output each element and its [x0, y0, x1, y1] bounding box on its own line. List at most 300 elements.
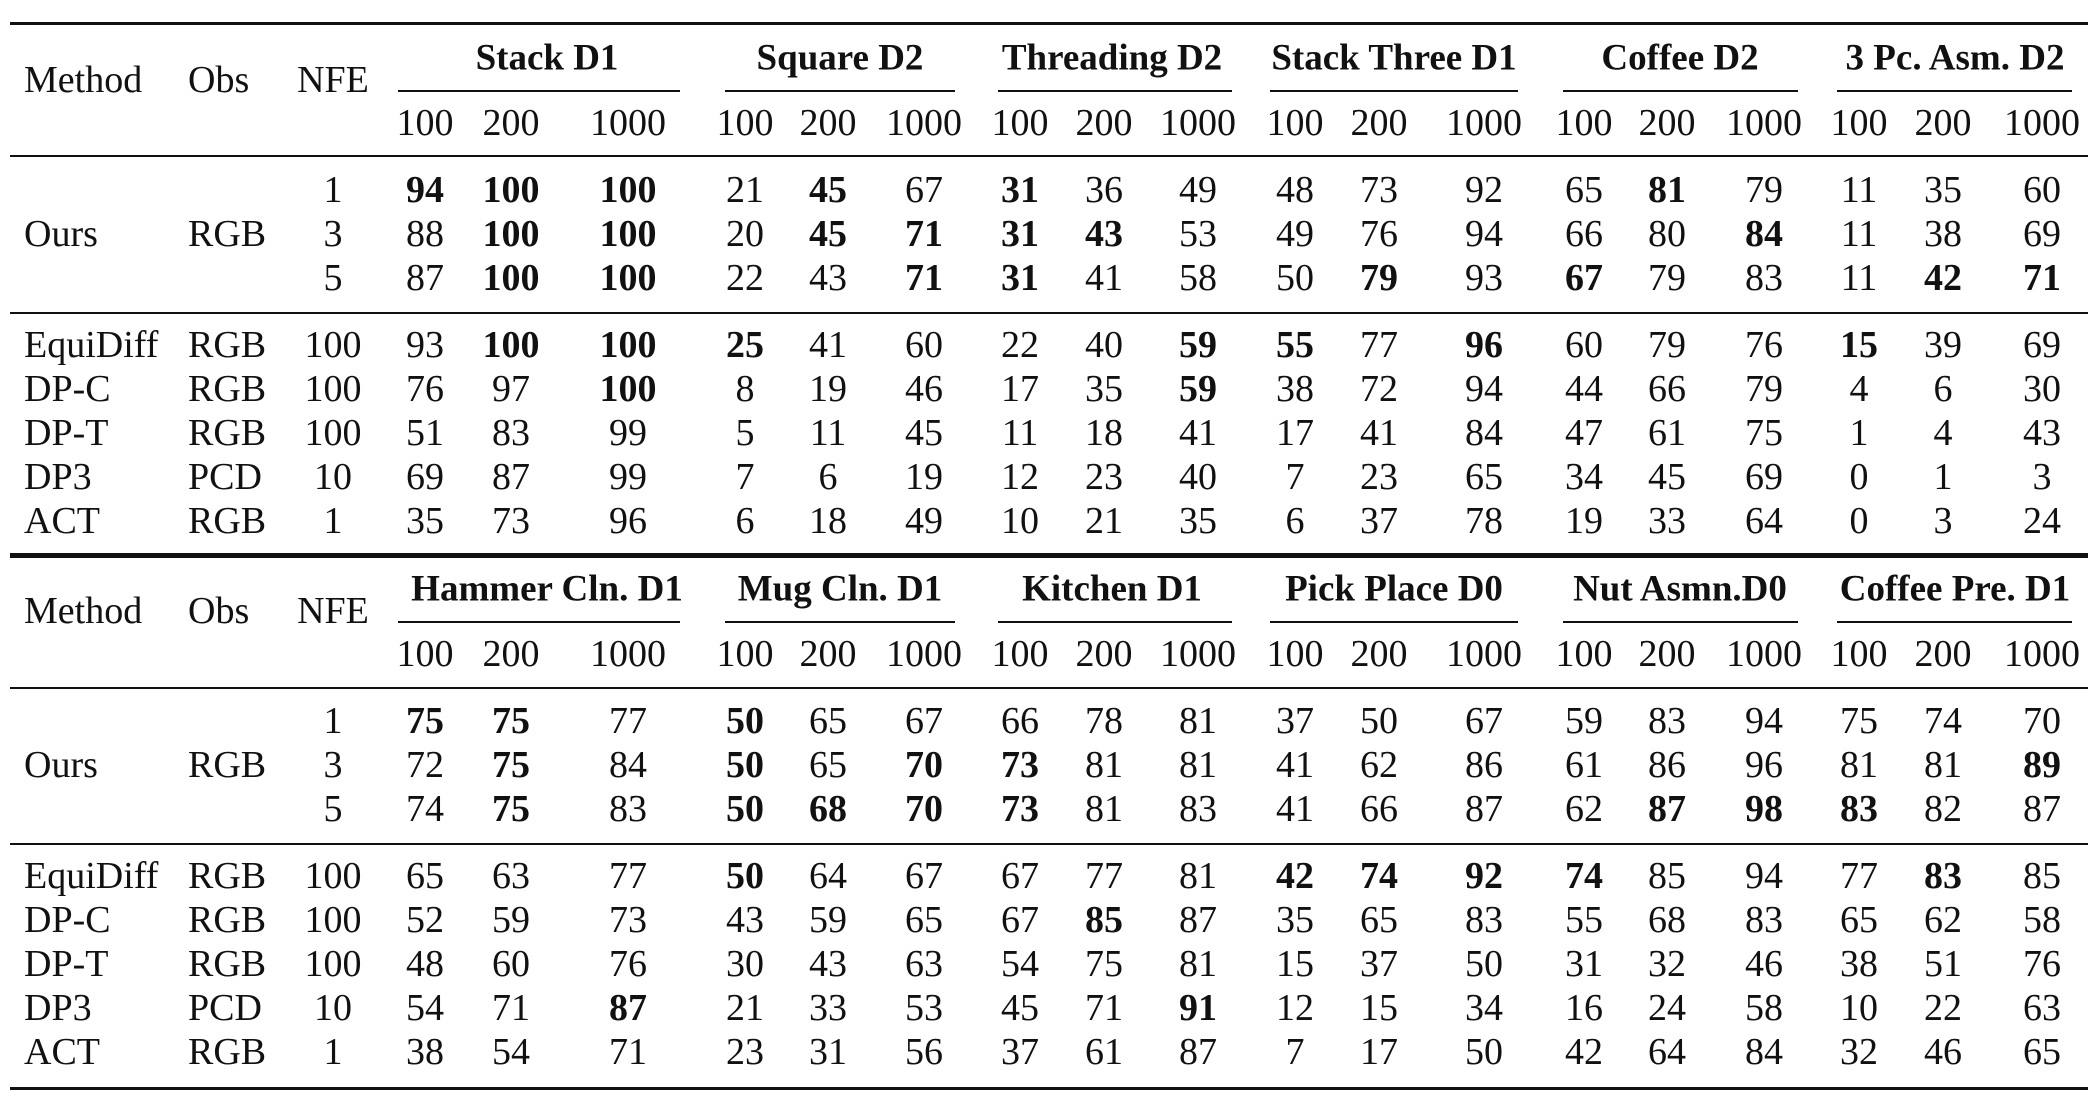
nfe-value: 100 [304, 324, 362, 366]
result-value: 100 [599, 368, 657, 410]
result-value: 94 [1745, 700, 1783, 742]
group-header: Kitchen D1 [1022, 568, 1202, 610]
group-underline [1837, 621, 2072, 623]
result-value: 58 [1179, 257, 1217, 299]
result-value: 99 [609, 456, 647, 498]
result-value: 8 [735, 368, 755, 410]
result-value: 35 [406, 500, 444, 542]
result-value: 19 [1565, 500, 1603, 542]
method-label: DP-C [24, 899, 111, 941]
group-underline [725, 90, 955, 92]
result-value: 38 [406, 1031, 444, 1073]
result-value: 17 [1276, 412, 1314, 454]
nfe-value: 3 [323, 744, 343, 786]
result-value: 62 [1565, 788, 1603, 830]
result-value: 100 [599, 257, 657, 299]
subcolumn-header: 200 [1075, 102, 1133, 144]
result-value: 84 [609, 744, 647, 786]
result-value: 50 [726, 788, 764, 830]
result-value: 81 [1179, 744, 1217, 786]
result-value: 71 [905, 257, 943, 299]
result-value: 18 [1085, 412, 1123, 454]
result-value: 31 [1565, 943, 1603, 985]
subcolumn-header: 200 [1914, 102, 1972, 144]
result-value: 75 [1745, 412, 1783, 454]
obs-label: RGB [188, 412, 267, 454]
result-value: 66 [1001, 700, 1039, 742]
subcolumn-header: 100 [991, 633, 1049, 675]
result-value: 38 [1840, 943, 1878, 985]
group-header: Stack D1 [475, 37, 619, 79]
result-value: 50 [726, 855, 764, 897]
result-value: 60 [2023, 169, 2061, 211]
header-nfe: NFE [297, 590, 369, 632]
section-rule [10, 843, 2088, 845]
result-value: 94 [1745, 855, 1783, 897]
result-value: 62 [1924, 899, 1962, 941]
group-underline [398, 90, 680, 92]
method-label: DP3 [24, 987, 92, 1029]
header-rule [10, 155, 2088, 157]
result-value: 85 [1648, 855, 1686, 897]
group-header: Pick Place D0 [1285, 568, 1503, 610]
result-value: 49 [1276, 213, 1314, 255]
result-value: 48 [1276, 169, 1314, 211]
result-value: 46 [905, 368, 943, 410]
method-label: Ours [24, 213, 98, 255]
result-value: 7 [1285, 456, 1305, 498]
nfe-value: 10 [314, 456, 352, 498]
result-value: 75 [492, 744, 530, 786]
result-value: 70 [2023, 700, 2061, 742]
result-value: 38 [1924, 213, 1962, 255]
result-value: 39 [1924, 324, 1962, 366]
result-value: 84 [1745, 1031, 1783, 1073]
result-value: 61 [1648, 412, 1686, 454]
result-value: 71 [609, 1031, 647, 1073]
result-value: 3 [1933, 500, 1953, 542]
result-value: 73 [1001, 744, 1039, 786]
result-value: 43 [726, 899, 764, 941]
result-value: 79 [1745, 169, 1783, 211]
result-value: 67 [1565, 257, 1603, 299]
result-value: 41 [809, 324, 847, 366]
result-value: 17 [1001, 368, 1039, 410]
result-value: 12 [1276, 987, 1314, 1029]
result-value: 84 [1745, 213, 1783, 255]
result-value: 69 [406, 456, 444, 498]
method-label: Ours [24, 744, 98, 786]
result-value: 83 [492, 412, 530, 454]
method-label: DP3 [24, 456, 92, 498]
nfe-value: 1 [323, 169, 343, 211]
result-value: 17 [1360, 1031, 1398, 1073]
result-value: 62 [1360, 744, 1398, 786]
result-value: 73 [492, 500, 530, 542]
result-value: 23 [1360, 456, 1398, 498]
result-value: 33 [1648, 500, 1686, 542]
result-value: 10 [1001, 500, 1039, 542]
result-value: 15 [1840, 324, 1878, 366]
result-value: 100 [599, 169, 657, 211]
result-value: 65 [809, 700, 847, 742]
result-value: 87 [609, 987, 647, 1029]
result-value: 73 [1001, 788, 1039, 830]
subcolumn-header: 200 [1350, 633, 1408, 675]
result-value: 67 [1001, 899, 1039, 941]
result-value: 59 [809, 899, 847, 941]
table-top-rule [10, 553, 2088, 556]
result-value: 75 [492, 788, 530, 830]
result-value: 61 [1565, 744, 1603, 786]
result-value: 63 [905, 943, 943, 985]
result-value: 87 [1179, 899, 1217, 941]
result-value: 86 [1465, 744, 1503, 786]
result-value: 21 [1085, 500, 1123, 542]
result-value: 47 [1565, 412, 1603, 454]
header-rule [10, 687, 2088, 689]
subcolumn-header: 1000 [1446, 102, 1522, 144]
result-value: 66 [1565, 213, 1603, 255]
result-value: 60 [1565, 324, 1603, 366]
result-value: 42 [1924, 257, 1962, 299]
result-value: 3 [2032, 456, 2052, 498]
result-value: 0 [1849, 456, 1869, 498]
result-value: 54 [406, 987, 444, 1029]
result-value: 34 [1465, 987, 1503, 1029]
result-value: 31 [1001, 169, 1039, 211]
result-value: 98 [1745, 788, 1783, 830]
result-value: 79 [1745, 368, 1783, 410]
result-value: 65 [1465, 456, 1503, 498]
subcolumn-header: 100 [716, 102, 774, 144]
result-value: 25 [726, 324, 764, 366]
group-underline [998, 621, 1232, 623]
result-value: 71 [905, 213, 943, 255]
result-value: 76 [2023, 943, 2061, 985]
result-value: 37 [1276, 700, 1314, 742]
result-value: 94 [406, 169, 444, 211]
result-value: 0 [1849, 500, 1869, 542]
subcolumn-header: 100 [396, 633, 454, 675]
result-value: 65 [1840, 899, 1878, 941]
result-value: 77 [1085, 855, 1123, 897]
subcolumn-header: 200 [1638, 633, 1696, 675]
method-label: ACT [24, 500, 100, 542]
result-value: 74 [1360, 855, 1398, 897]
result-value: 22 [1924, 987, 1962, 1029]
result-value: 55 [1276, 324, 1314, 366]
nfe-value: 10 [314, 987, 352, 1029]
nfe-value: 1 [323, 700, 343, 742]
result-value: 76 [1360, 213, 1398, 255]
result-value: 24 [2023, 500, 2061, 542]
result-value: 16 [1565, 987, 1603, 1029]
result-value: 1 [1933, 456, 1953, 498]
subcolumn-header: 1000 [590, 633, 666, 675]
result-value: 76 [609, 943, 647, 985]
result-value: 31 [1001, 213, 1039, 255]
obs-label: RGB [188, 855, 267, 897]
result-value: 33 [809, 987, 847, 1029]
result-value: 93 [1465, 257, 1503, 299]
result-value: 74 [1565, 855, 1603, 897]
result-value: 67 [905, 855, 943, 897]
nfe-value: 100 [304, 855, 362, 897]
group-header: Coffee Pre. D1 [1839, 568, 2071, 610]
result-value: 45 [905, 412, 943, 454]
result-value: 20 [726, 213, 764, 255]
result-value: 11 [1001, 412, 1039, 454]
result-value: 60 [492, 943, 530, 985]
result-value: 99 [609, 412, 647, 454]
result-value: 37 [1360, 943, 1398, 985]
result-value: 22 [726, 257, 764, 299]
result-value: 4 [1849, 368, 1869, 410]
result-value: 67 [905, 169, 943, 211]
group-underline [998, 90, 1232, 92]
subcolumn-header: 100 [1266, 102, 1324, 144]
result-value: 51 [1924, 943, 1962, 985]
obs-label: RGB [188, 500, 267, 542]
subcolumn-header: 1000 [1446, 633, 1522, 675]
subcolumn-header: 100 [1266, 633, 1324, 675]
result-value: 50 [1276, 257, 1314, 299]
result-value: 37 [1360, 500, 1398, 542]
result-value: 59 [492, 899, 530, 941]
result-value: 100 [482, 257, 540, 299]
result-value: 45 [1001, 987, 1039, 1029]
result-value: 59 [1179, 324, 1217, 366]
nfe-value: 1 [323, 1031, 343, 1073]
result-value: 92 [1465, 169, 1503, 211]
result-value: 69 [2023, 213, 2061, 255]
subcolumn-header: 200 [1075, 633, 1133, 675]
result-value: 68 [1648, 899, 1686, 941]
result-value: 50 [726, 744, 764, 786]
result-value: 55 [1565, 899, 1603, 941]
header-nfe: NFE [297, 59, 369, 101]
method-label: DP-T [24, 943, 109, 985]
result-value: 46 [1745, 943, 1783, 985]
obs-label: RGB [188, 1031, 267, 1073]
result-value: 58 [1745, 987, 1783, 1029]
result-value: 11 [809, 412, 847, 454]
result-value: 32 [1840, 1031, 1878, 1073]
result-value: 43 [809, 257, 847, 299]
result-value: 31 [809, 1031, 847, 1073]
result-value: 100 [599, 213, 657, 255]
method-label: DP-C [24, 368, 111, 410]
group-underline [1270, 90, 1518, 92]
result-value: 41 [1179, 412, 1217, 454]
result-value: 21 [726, 987, 764, 1029]
subcolumn-header: 100 [991, 102, 1049, 144]
result-value: 41 [1276, 788, 1314, 830]
result-value: 81 [1179, 700, 1217, 742]
result-value: 94 [1465, 213, 1503, 255]
result-value: 79 [1360, 257, 1398, 299]
group-header: Threading D2 [1001, 37, 1223, 79]
subcolumn-header: 1000 [1726, 102, 1802, 144]
result-value: 88 [406, 213, 444, 255]
group-header: Coffee D2 [1601, 37, 1759, 79]
result-value: 15 [1360, 987, 1398, 1029]
subcolumn-header: 200 [482, 633, 540, 675]
result-value: 83 [1924, 855, 1962, 897]
subcolumn-header: 100 [716, 633, 774, 675]
result-value: 49 [905, 500, 943, 542]
result-value: 56 [905, 1031, 943, 1073]
subcolumn-header: 200 [1638, 102, 1696, 144]
result-value: 77 [609, 700, 647, 742]
result-value: 6 [1933, 368, 1953, 410]
nfe-value: 5 [323, 257, 343, 299]
result-value: 81 [1179, 943, 1217, 985]
result-value: 81 [1840, 744, 1878, 786]
result-value: 63 [2023, 987, 2061, 1029]
result-value: 12 [1001, 456, 1039, 498]
header-method: Method [24, 59, 143, 101]
result-value: 68 [809, 788, 847, 830]
result-value: 7 [735, 456, 755, 498]
nfe-value: 100 [304, 899, 362, 941]
result-value: 50 [1360, 700, 1398, 742]
result-value: 89 [2023, 744, 2061, 786]
result-value: 75 [1085, 943, 1123, 985]
result-value: 19 [905, 456, 943, 498]
subcolumn-header: 1000 [1160, 102, 1236, 144]
result-value: 45 [809, 213, 847, 255]
subcolumn-header: 1000 [1726, 633, 1802, 675]
result-value: 50 [1465, 943, 1503, 985]
table-top-rule [10, 22, 2088, 25]
result-value: 23 [1085, 456, 1123, 498]
result-value: 44 [1565, 368, 1603, 410]
result-value: 69 [2023, 324, 2061, 366]
result-value: 59 [1565, 700, 1603, 742]
result-value: 64 [1745, 500, 1783, 542]
result-value: 93 [406, 324, 444, 366]
group-header: Hammer Cln. D1 [411, 568, 683, 610]
result-value: 76 [406, 368, 444, 410]
result-value: 49 [1179, 169, 1217, 211]
result-value: 100 [599, 324, 657, 366]
result-value: 87 [406, 257, 444, 299]
result-value: 96 [609, 500, 647, 542]
result-value: 40 [1085, 324, 1123, 366]
result-value: 85 [1085, 899, 1123, 941]
result-value: 71 [492, 987, 530, 1029]
result-value: 21 [726, 169, 764, 211]
result-value: 6 [735, 500, 755, 542]
method-label: EquiDiff [24, 855, 159, 897]
nfe-value: 100 [304, 368, 362, 410]
result-value: 46 [1924, 1031, 1962, 1073]
result-value: 35 [1924, 169, 1962, 211]
result-value: 40 [1179, 456, 1217, 498]
method-label: ACT [24, 1031, 100, 1073]
result-value: 51 [406, 412, 444, 454]
method-label: EquiDiff [24, 324, 159, 366]
result-value: 50 [726, 700, 764, 742]
result-value: 41 [1085, 257, 1123, 299]
result-value: 54 [492, 1031, 530, 1073]
result-value: 83 [1179, 788, 1217, 830]
result-value: 81 [1179, 855, 1217, 897]
subcolumn-header: 100 [1830, 102, 1888, 144]
result-value: 35 [1179, 500, 1217, 542]
obs-label: RGB [188, 744, 267, 786]
result-value: 45 [1648, 456, 1686, 498]
result-value: 6 [1285, 500, 1305, 542]
result-value: 77 [609, 855, 647, 897]
subcolumn-header: 200 [482, 102, 540, 144]
result-value: 61 [1085, 1031, 1123, 1073]
result-value: 18 [809, 500, 847, 542]
result-value: 83 [1465, 899, 1503, 941]
result-value: 42 [1276, 855, 1314, 897]
result-value: 32 [1648, 943, 1686, 985]
subcolumn-header: 100 [396, 102, 454, 144]
result-value: 5 [735, 412, 755, 454]
result-value: 100 [482, 169, 540, 211]
result-value: 100 [482, 324, 540, 366]
obs-label: PCD [188, 987, 262, 1029]
result-value: 45 [809, 169, 847, 211]
result-value: 43 [809, 943, 847, 985]
result-value: 24 [1648, 987, 1686, 1029]
result-value: 11 [1840, 213, 1878, 255]
result-value: 96 [1745, 744, 1783, 786]
result-value: 1 [1849, 412, 1869, 454]
nfe-value: 1 [323, 500, 343, 542]
result-value: 81 [1085, 788, 1123, 830]
result-value: 83 [1745, 899, 1783, 941]
nfe-value: 100 [304, 412, 362, 454]
result-value: 79 [1648, 257, 1686, 299]
result-value: 75 [406, 700, 444, 742]
result-value: 78 [1085, 700, 1123, 742]
result-value: 97 [492, 368, 530, 410]
result-value: 74 [1924, 700, 1962, 742]
section-rule [10, 312, 2088, 314]
result-value: 83 [1648, 700, 1686, 742]
result-value: 22 [1001, 324, 1039, 366]
result-value: 65 [1360, 899, 1398, 941]
result-value: 4 [1933, 412, 1953, 454]
result-value: 58 [2023, 899, 2061, 941]
result-value: 96 [1465, 324, 1503, 366]
result-value: 35 [1276, 899, 1314, 941]
nfe-value: 100 [304, 943, 362, 985]
subcolumn-header: 200 [799, 633, 857, 675]
result-value: 6 [818, 456, 838, 498]
result-value: 63 [492, 855, 530, 897]
result-value: 66 [1360, 788, 1398, 830]
subcolumn-header: 100 [1555, 102, 1613, 144]
group-header: Mug Cln. D1 [737, 568, 943, 610]
result-value: 64 [809, 855, 847, 897]
result-value: 30 [726, 943, 764, 985]
header-method: Method [24, 590, 143, 632]
result-value: 83 [609, 788, 647, 830]
subcolumn-header: 100 [1830, 633, 1888, 675]
obs-label: RGB [188, 324, 267, 366]
result-value: 82 [1924, 788, 1962, 830]
result-value: 43 [2023, 412, 2061, 454]
result-value: 67 [905, 700, 943, 742]
